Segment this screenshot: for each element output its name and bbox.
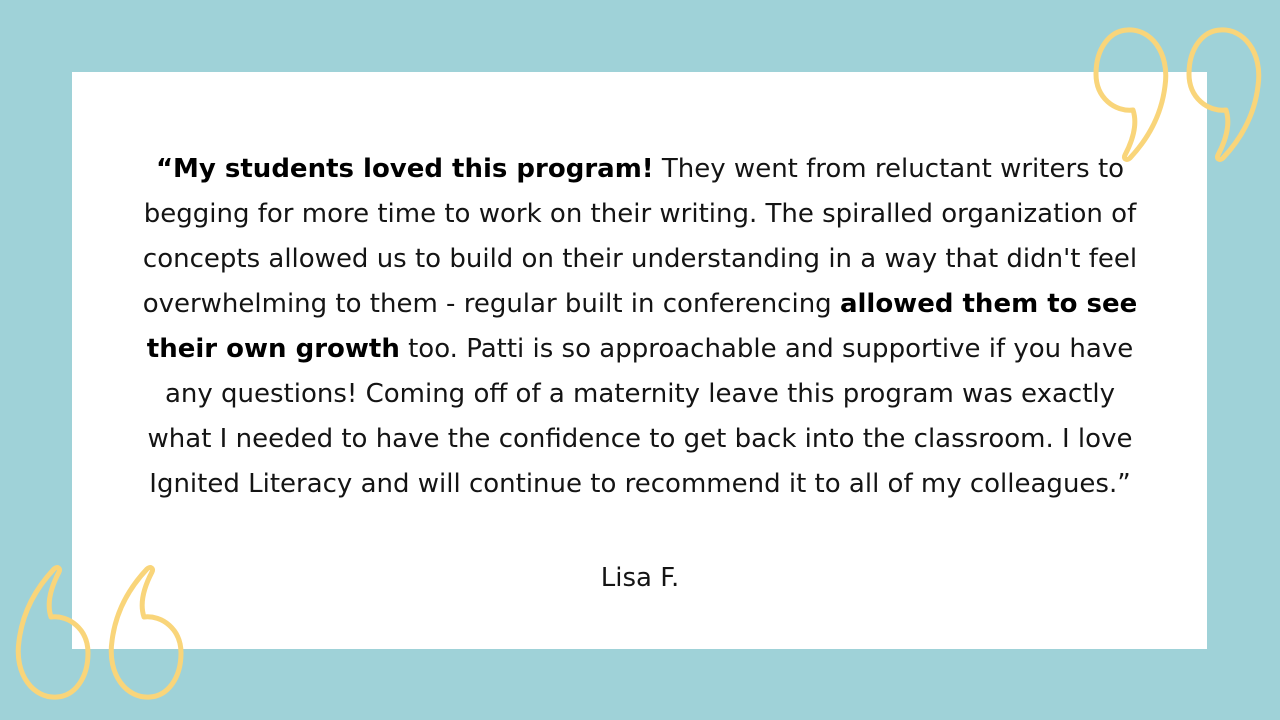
quote-lead-text: My students loved this program!	[173, 154, 654, 184]
testimonial-author: Lisa F.	[600, 563, 680, 593]
quote-body-part2: too. Patti is so approachable and supportive if you have any questions! Coming off of a maternity leave this program was exactly what I needed to have the confidence to get back into the classroom. I love Ignited Literacy and will continue to recommend it to all of my colleagues.”	[147, 334, 1134, 499]
open-quote-mark: “	[155, 154, 174, 184]
quote-lead-bold	[156, 154, 654, 184]
quote-mid-bold: allowed them to see their own growth	[146, 289, 1138, 364]
quote-body-part1: They went from reluctant writers to begging for more time to work on their writing. The spiralled organization of concepts allowed us to build on their understanding in a way that didn't feel overwhelming to them - regular built in conferencing	[142, 154, 1138, 319]
testimonial-quote	[138, 147, 1142, 507]
